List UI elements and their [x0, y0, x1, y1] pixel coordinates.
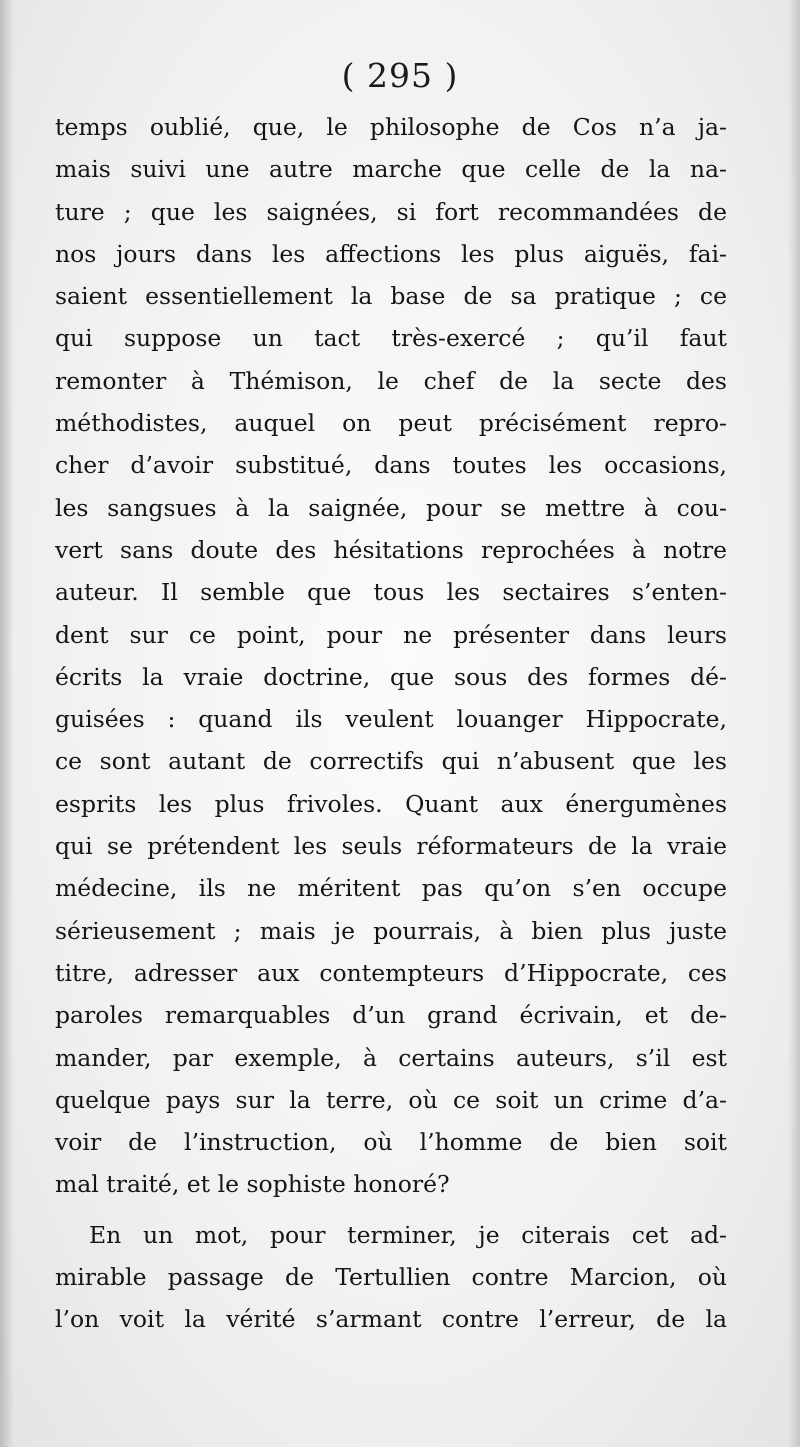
page-edge-right [788, 0, 800, 1447]
text-line: sérieusement ; mais je pourrais, à bien plus juste [55, 916, 727, 945]
text-line: mirable passage de Tertullien contre Marcion, où [55, 1263, 727, 1292]
text-line: l’on voit la vérité s’armant contre l’erreur, de la [55, 1305, 727, 1334]
text-line: qui se prétendent les seuls réformateurs de la vraie [55, 832, 727, 861]
text-line: cher d’avoir substitué, dans toutes les occasions, [55, 451, 727, 480]
page-number: ( 295 ) [341, 56, 459, 95]
text-line: nos jours dans les affections les plus aiguës, fai- [55, 239, 727, 268]
text-line: mal traité, et le sophiste honoré? [55, 1170, 450, 1199]
text-line: dent sur ce point, pour ne présenter dans leurs [55, 620, 727, 649]
text-line: qui suppose un tact très-exercé ; qu’il faut [55, 324, 727, 353]
text-line: auteur. Il semble que tous les sectaires s’enten- [55, 578, 727, 607]
text-line: guisées : quand ils veulent louanger Hippocrate, [55, 705, 727, 734]
text-line: mander, par exemple, à certains auteurs, s’il est [55, 1043, 727, 1072]
text-line: esprits les plus frivoles. Quant aux énergumènes [55, 789, 727, 818]
text-line: vert sans doute des hésitations reprochées à notre [55, 535, 727, 564]
paragraph-gap [55, 1206, 727, 1214]
text-line: temps oublié, que, le philosophe de Cos n’a ja- [55, 113, 727, 141]
text-line: écrits la vraie doctrine, que sous des formes dé- [55, 662, 727, 691]
paragraph-2 [55, 1214, 727, 1341]
text-line: médecine, ils ne méritent pas qu’on s’en occupe [55, 874, 727, 903]
text-line: paroles remarquables d’un grand écrivain, et de- [55, 1001, 727, 1030]
text-line: quelque pays sur la terre, où ce soit un crime d’a- [55, 1085, 727, 1114]
text-line: ce sont autant de correctifs qui n’abusent que les [55, 747, 727, 776]
paragraph-1 [55, 106, 727, 1206]
text-line: saient essentiellement la base de sa pratique ; ce [55, 282, 727, 311]
text-line: En un mot, pour terminer, je citerais cet ad- [89, 1220, 727, 1249]
text-line: les sangsues à la saignée, pour se mettre à cou- [55, 493, 727, 522]
text-line: titre, adresser aux contempteurs d’Hippocrate, ces [55, 958, 727, 987]
text-line: ture ; que les saignées, si fort recommandées de [55, 197, 727, 226]
text-line: mais suivi une autre marche que celle de la na- [55, 155, 727, 184]
text-line: remonter à Thémison, le chef de la secte des [55, 366, 727, 395]
text-line: voir de l’instruction, où l’homme de bien soit [55, 1128, 727, 1157]
text-line: méthodistes, auquel on peut précisément repro- [55, 409, 727, 438]
body-text [55, 106, 727, 1341]
page-edge-left [0, 0, 14, 1447]
